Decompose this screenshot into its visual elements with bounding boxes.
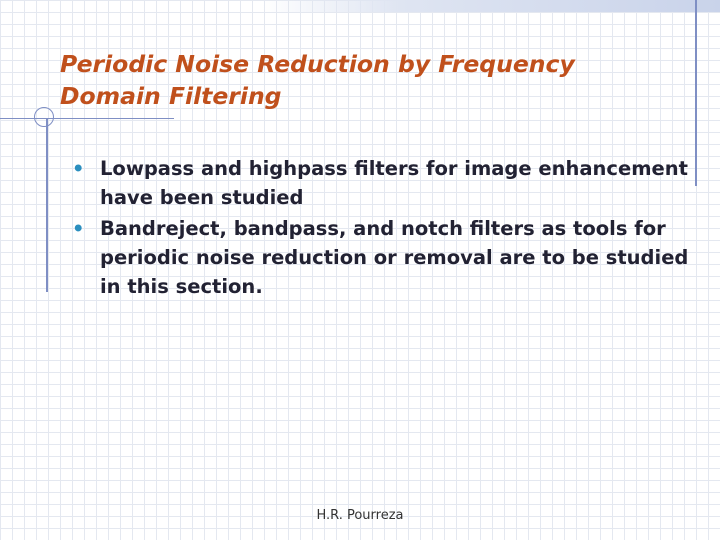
bullet-text: Lowpass and highpass filters for image enhancement have been studied — [100, 157, 688, 209]
slide-footer: H.R. Pourreza — [316, 508, 404, 523]
bullet-dot-icon: • — [72, 217, 85, 240]
bullet-item — [72, 214, 692, 301]
left-vertical-rule — [46, 118, 48, 292]
slide-title: Periodic Noise Reduction by Frequency Domain Filtering — [60, 50, 575, 110]
bullet-text: Bandreject, bandpass, and notch filters as tools for periodic noise reduction or removal are to be studied in this section. — [100, 217, 689, 298]
bullet-list — [72, 154, 692, 301]
top-gradient-band — [262, 0, 720, 12]
title-underline-rule — [0, 118, 174, 119]
decorative-circle — [34, 107, 54, 127]
right-vertical-rule — [695, 0, 697, 186]
bullet-item — [72, 154, 692, 212]
bullet-dot-icon: • — [72, 157, 85, 180]
